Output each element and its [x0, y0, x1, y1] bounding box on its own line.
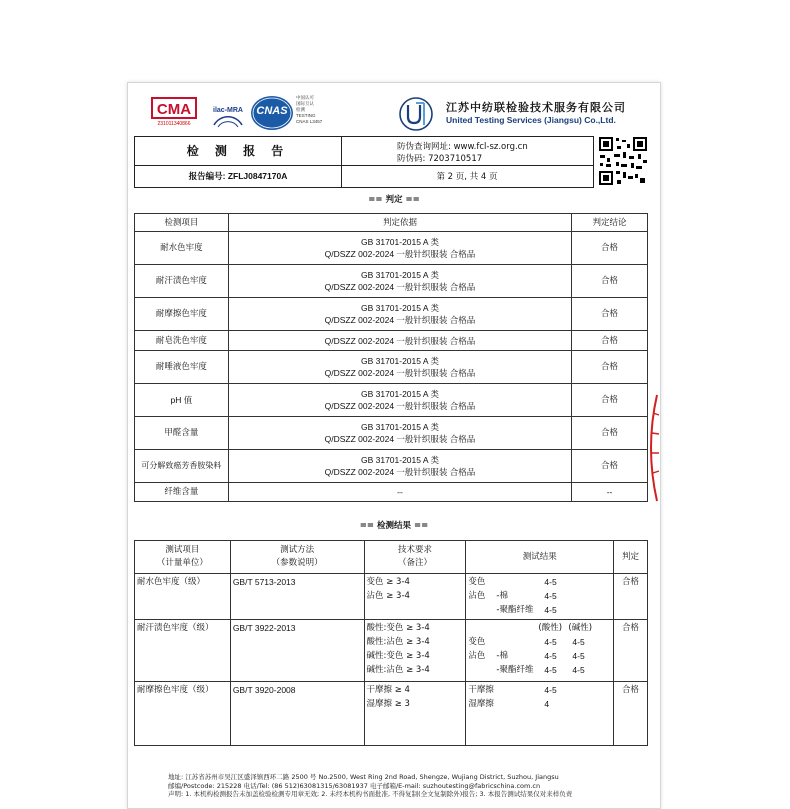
req-line: 沾色 ≥ 3-4 — [366, 591, 410, 601]
cnas-line: 检测 — [296, 107, 305, 112]
report-number: 报告编号: ZFLJ0847170A — [188, 171, 288, 181]
result-value: 4-5 — [544, 685, 557, 695]
result-value: 4 — [544, 699, 550, 709]
result-value: 4-5 — [572, 651, 585, 661]
result-value: 4-5 — [544, 577, 557, 587]
judge-cell: 合格 — [614, 574, 648, 620]
req-cell — [364, 620, 466, 682]
company-name-en: United Testing Services (Jiangsu) Co.,Ltd. — [446, 115, 616, 125]
result-cell: 合格 — [572, 417, 648, 450]
result-value: 4-5 — [544, 637, 557, 647]
header-subtext: （参数说明） — [271, 558, 323, 568]
cnas-line: 中国认可 — [296, 95, 314, 100]
result-cell: 合格 — [572, 384, 648, 417]
table-row — [135, 351, 648, 384]
footer-address: 地址: 江苏省苏州市吴江区盛泽镇西环二路 2500 号 No.2500, West Ring 2nd Road, Shengze, Wujiang District, Suzhou, Jiangsu — [168, 773, 559, 781]
col-header-result: 测试结果 — [466, 541, 614, 574]
table-row — [135, 574, 648, 620]
header-text: 测试方法 — [280, 545, 315, 555]
item-cell: 纤维含量 — [135, 483, 229, 502]
req-line: 碱性:沾色 ≥ 3-4 — [366, 665, 430, 675]
result-cell — [466, 620, 614, 682]
table-row — [135, 384, 648, 417]
result-value: 4-5 — [544, 591, 557, 601]
result-cell: 合格 — [572, 351, 648, 384]
result-cell: 合格 — [572, 298, 648, 331]
judge-cell: 合格 — [614, 620, 648, 682]
req-line: 碱性:变色 ≥ 3-4 — [366, 651, 430, 661]
col-header-judge: 判定 — [614, 541, 648, 574]
basis-line: GB 31701-2015 A 类 — [360, 455, 439, 465]
result-sublabel: -聚酯纤维 — [496, 665, 534, 675]
result-sublabel: -聚酯纤维 — [496, 605, 534, 615]
item-cell: 可分解致癌芳香胺染料 — [135, 450, 229, 483]
basis-line: GB 31701-2015 A 类 — [360, 356, 439, 366]
results-table — [134, 540, 648, 746]
table-row — [135, 682, 648, 746]
item-cell: 耐摩擦色牢度 — [135, 298, 229, 331]
basis-cell — [228, 384, 571, 417]
result-cell: 合格 — [572, 265, 648, 298]
result-label: 变色 — [468, 637, 486, 647]
result-sublabel: -棉 — [496, 651, 508, 661]
uts-logo — [396, 95, 436, 133]
page-info: 第 2 页, 共 4 页 — [436, 172, 498, 182]
cma-number: 231011340866 — [157, 121, 191, 127]
result-label: 湿摩擦 — [468, 699, 494, 709]
col-header: 检测项目 — [135, 214, 229, 232]
result-value: 4-5 — [572, 665, 585, 675]
results-section-title: == 检测结果 == — [359, 521, 429, 531]
table-row — [135, 417, 648, 450]
basis-line: Q/DSZZ 002-2024 一般针织服装 合格品 — [324, 401, 476, 411]
basis-line: Q/DSZZ 002-2024 一般针织服装 合格品 — [324, 249, 476, 259]
result-cell: 合格 — [572, 450, 648, 483]
result-value: 4-5 — [572, 637, 585, 647]
basis-line: GB 31701-2015 A 类 — [360, 237, 439, 247]
cma-logo — [148, 95, 200, 133]
cnas-line: CNAS L3457 — [296, 119, 323, 124]
item-cell: 耐汗渍色牢度（级） — [135, 620, 231, 682]
basis-cell — [228, 417, 571, 450]
basis-line: Q/DSZZ 002-2024 一般针织服装 合格品 — [324, 282, 476, 292]
report-header-table — [134, 136, 594, 188]
basis-cell — [228, 232, 571, 265]
cnas-text: CNAS — [256, 105, 288, 117]
table-row — [135, 620, 648, 682]
svg-text:CMA: CMA — [156, 101, 192, 118]
result-label: 变色 — [468, 577, 486, 587]
seal-stamp-fragment — [641, 393, 661, 503]
basis-line: GB 31701-2015 A 类 — [360, 270, 439, 280]
qr-code — [598, 136, 648, 186]
result-cell — [466, 574, 614, 620]
company-name-cn: 江苏中纺联检验技术服务有限公司 — [446, 101, 626, 114]
item-cell: 耐唾液色牢度 — [135, 351, 229, 384]
table-row — [135, 298, 648, 331]
basis-cell — [228, 298, 571, 331]
basis-cell — [228, 351, 571, 384]
item-cell: pH 值 — [135, 384, 229, 417]
header-subtext: （备注） — [397, 558, 432, 568]
table-row — [135, 232, 648, 265]
basis-line: Q/DSZZ 002-2024 一般针织服装 合格品 — [324, 315, 476, 325]
cnas-caption — [296, 95, 336, 125]
result-label: 干摩擦 — [468, 685, 494, 695]
col-header-item — [135, 541, 231, 574]
result-label: 沾色 — [468, 591, 486, 601]
req-line: 湿摩擦 ≥ 3 — [366, 699, 410, 709]
item-cell: 耐水色牢度（级） — [135, 574, 231, 620]
col-header-req — [364, 541, 466, 574]
table-row — [135, 331, 648, 351]
basis-line: Q/DSZZ 002-2024 一般针织服装 合格品 — [324, 434, 476, 444]
req-line: 干摩擦 ≥ 4 — [366, 685, 410, 695]
ilac-mra-logo — [208, 95, 248, 133]
basis-line: GB 31701-2015 A 类 — [360, 422, 439, 432]
item-cell: 耐汗渍色牢度 — [135, 265, 229, 298]
col-header: 判定结论 — [572, 214, 648, 232]
basis-cell: Q/DSZZ 002-2024 一般针织服装 合格品 — [228, 331, 571, 351]
result-sublabel: -棉 — [496, 591, 508, 601]
cnas-logo — [250, 93, 294, 133]
item-cell: 甲醛含量 — [135, 417, 229, 450]
item-cell: 耐皂洗色牢度 — [135, 331, 229, 351]
cnas-line: TESTING — [296, 113, 316, 118]
table-row — [135, 450, 648, 483]
table-row — [135, 265, 648, 298]
footer-contact: 邮编/Postcode: 215228 电话/Tel: (86 512)63081315/63081937 电子邮箱/E-mail: suzhoutesting@fabricschina.com.cn — [168, 781, 541, 790]
verify-code: 防伪码: 7203710517 — [397, 154, 483, 164]
table-row — [135, 483, 648, 502]
basis-cell — [228, 265, 571, 298]
result-col-label: (碱性) — [568, 623, 593, 633]
report-title: 检 测 报 告 — [186, 144, 290, 158]
result-label: 沾色 — [468, 651, 486, 661]
req-cell — [364, 682, 466, 746]
result-value: 4-5 — [544, 651, 557, 661]
verify-url: 防伪查询网址: www.fcl-sz.org.cn — [397, 142, 528, 152]
result-cell: 合格 — [572, 331, 648, 351]
judge-cell: 合格 — [614, 682, 648, 746]
header-subtext: （计量单位） — [156, 558, 208, 568]
judgement-table — [134, 213, 648, 502]
result-cell — [466, 682, 614, 746]
basis-cell — [228, 450, 571, 483]
cnas-line: 国际互认 — [296, 101, 314, 106]
item-cell: 耐水色牢度 — [135, 232, 229, 265]
judgement-section-title: == 判定 == — [368, 195, 420, 205]
req-cell — [364, 574, 466, 620]
result-cell: 合格 — [572, 232, 648, 265]
method-cell: GB/T 3920-2008 — [230, 682, 364, 746]
col-header-method — [230, 541, 364, 574]
basis-line: Q/DSZZ 002-2024 一般针织服装 合格品 — [324, 467, 476, 477]
header-text: 技术要求 — [397, 545, 432, 555]
method-cell: GB/T 5713-2013 — [230, 574, 364, 620]
result-col-label: (酸性) — [538, 623, 563, 633]
req-line: 酸性:沾色 ≥ 3-4 — [366, 637, 430, 647]
footer — [168, 773, 638, 799]
method-cell: GB/T 3922-2013 — [230, 620, 364, 682]
basis-cell: -- — [228, 483, 571, 502]
result-value: 4-5 — [544, 605, 557, 615]
report-page — [127, 82, 661, 809]
basis-line: GB 31701-2015 A 类 — [360, 389, 439, 399]
footer-statement: 声明: 1. 本机构检测报告未加盖检验检测专用章无效; 2. 未经本机构书面批准, 不得复制(全文复制除外)报告; 3. 本报告测试结果仅对来样负责 — [168, 790, 573, 798]
ilac-mra-text: ilac-MRA — [213, 107, 243, 114]
req-line: 酸性:变色 ≥ 3-4 — [366, 623, 430, 633]
basis-line: GB 31701-2015 A 类 — [360, 303, 439, 313]
result-cell: -- — [572, 483, 648, 502]
basis-line: Q/DSZZ 002-2024 一般针织服装 合格品 — [324, 368, 476, 378]
col-header: 判定依据 — [228, 214, 571, 232]
item-cell: 耐摩擦色牢度（级） — [135, 682, 231, 746]
req-line: 变色 ≥ 3-4 — [366, 577, 410, 587]
header-text: 测试项目 — [165, 545, 200, 555]
result-value: 4-5 — [544, 665, 557, 675]
